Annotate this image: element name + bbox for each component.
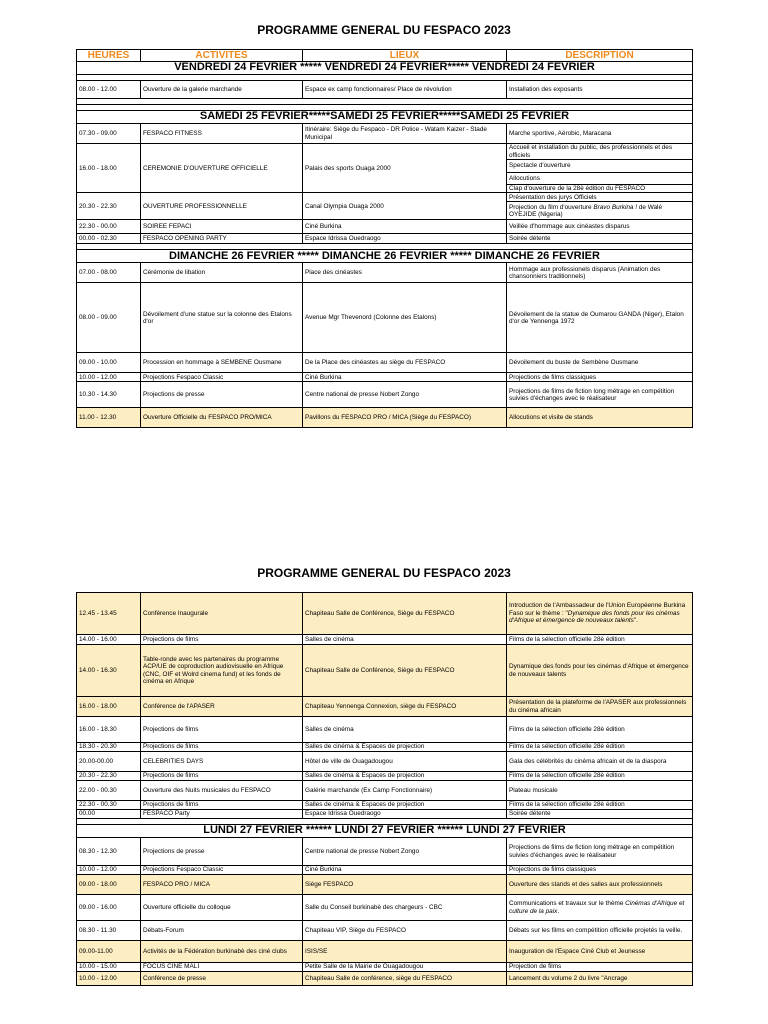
activity-cell: Dévoilement d'une statue sur la colonne des Etalons d'or — [141, 283, 303, 353]
table-row — [77, 963, 693, 972]
place-cell: Chapiteau Salle de Conférence, Siège du FESPACO — [303, 645, 507, 697]
description-cell: Inauguration de l'Espace Ciné Club et Jeunesse — [507, 941, 693, 963]
place-cell: Chapiteau Salle de Conférence, Siège du FESPACO — [303, 593, 507, 635]
time-cell: 14.00 - 16.00 — [77, 635, 141, 645]
table-row — [77, 124, 693, 144]
description-cell: Soirée détente — [507, 234, 693, 244]
place-cell: Espace ex camp fonctionnaires/ Place de révolution — [303, 81, 507, 99]
day-heading-friday — [77, 62, 693, 75]
table-row — [77, 382, 693, 408]
table-row — [77, 593, 693, 635]
day-heading: DIMANCHE 26 FEVRIER ***** DIMANCHE 26 FEVRIER ***** DIMANCHE 26 FEVRIER — [77, 250, 693, 263]
time-cell: 12.45 - 13.45 — [77, 593, 141, 635]
place-cell: De la Place des cinéastes au siège du FESPACO — [303, 353, 507, 373]
activity-cell: Projections de films — [141, 635, 303, 645]
description-cell: Dynamique des fonds pour les cinémas d'Afrique et émergence de nouveaux talents — [507, 645, 693, 697]
table-row — [77, 921, 693, 941]
table-row — [77, 144, 693, 160]
activity-cell: FESPACO Party — [141, 810, 303, 819]
activity-cell: Ouverture Officielle du FESPACO PRO/MICA — [141, 408, 303, 428]
table-row — [77, 645, 693, 697]
desc-text: Communications et travaux sur le thème — [509, 900, 626, 908]
page-title-2: PROGRAMME GENERAL DU FESPACO 2023 — [257, 566, 511, 580]
activity-cell: OUVERTURE PROFESSIONNELLE — [141, 193, 303, 220]
time-cell: 22.00 - 00.30 — [77, 781, 141, 801]
place-cell: Centre national de presse Nobert Zongo — [303, 382, 507, 408]
activity-cell: Conférence de l'APASER — [141, 697, 303, 717]
time-cell: 18.30 - 20.30 — [77, 743, 141, 752]
description-cell: Veillée d'hommage aux cinéastes disparus — [507, 220, 693, 234]
table-row — [77, 697, 693, 717]
activity-cell: Débats-Forum — [141, 921, 303, 941]
activity-cell: FESPACO FITNESS — [141, 124, 303, 144]
time-cell: 00.00 — [77, 810, 141, 819]
day-heading: VENDREDI 24 FEVRIER ***** VENDREDI 24 FEVRIER***** VENDREDI 24 FEVRIER — [77, 62, 693, 75]
table-row — [77, 193, 693, 202]
schedule-table-page1 — [76, 49, 693, 428]
activity-cell: Projections de presse — [141, 382, 303, 408]
time-cell: 11.00 - 12.30 — [77, 408, 141, 428]
table-row — [77, 283, 693, 353]
table-row — [77, 743, 693, 752]
table-row — [77, 234, 693, 244]
description-cell: Plateau musicale — [507, 781, 693, 801]
time-cell: 14.00 - 16.30 — [77, 645, 141, 697]
desc-italic-text: Bravo Burkina ! — [593, 203, 638, 211]
table-row — [77, 353, 693, 373]
time-cell: 08.00 - 12.00 — [77, 81, 141, 99]
description-cell: Accueil et installation du public, des professionnels et des officiels — [507, 144, 693, 160]
place-cell: Place des cinéastes — [303, 263, 507, 283]
time-cell: 20.00-00.00 — [77, 752, 141, 772]
place-cell: Chapiteau Salle de conférence, siège du FESPACO — [303, 972, 507, 986]
description-cell: Spectacle d'ouverture — [507, 160, 693, 173]
header-row — [77, 50, 693, 62]
table-row — [77, 635, 693, 645]
place-cell: Canal Olympia Ouaga 2000 — [303, 193, 507, 220]
table-row — [77, 895, 693, 921]
description-cell: Marche sportive, Aérobic, Maracana — [507, 124, 693, 144]
description-cell: Soirée détente — [507, 810, 693, 819]
description-cell: Projections de films classiques — [507, 373, 693, 382]
activity-cell: Projections de films — [141, 717, 303, 743]
activity-cell: Projections de films — [141, 772, 303, 781]
desc-text: de Walé OYEJIDE (Nigeria) — [509, 203, 663, 218]
time-cell: 09.00 - 16.00 — [77, 895, 141, 921]
table-row — [77, 972, 693, 986]
activity-cell: Activités de la Fédération burkinabè des ciné clubs — [141, 941, 303, 963]
place-cell: Hôtel de ville de Ouagadougou — [303, 752, 507, 772]
place-cell: Salle du Conseil burkinabè des chargeurs - CBC — [303, 895, 507, 921]
time-cell: 10.00 - 12.00 — [77, 373, 141, 382]
description-cell: Allocutions et visite de stands — [507, 408, 693, 428]
table-row — [77, 408, 693, 428]
table-row — [77, 810, 693, 819]
place-cell: Salles de cinéma — [303, 717, 507, 743]
day-heading: LUNDI 27 FEVRIER ****** LUNDI 27 FEVRIER ****** LUNDI 27 FEVRIER — [77, 825, 693, 838]
time-cell: 10.00 - 12.00 — [77, 866, 141, 875]
desc-text: Introduction de l'Ambassadeur de l'Union Européenne Burkina Faso sur le thème : " — [509, 602, 686, 617]
place-cell: Galérie marchande (Ex Camp Fonctionnaire) — [303, 781, 507, 801]
place-cell: Pavillons du FESPACO PRO / MICA (Siège du FESPACO) — [303, 408, 507, 428]
description-cell: Ouverture des stands et des salles aux professionnels — [507, 875, 693, 895]
time-cell: 20.30 - 22.30 — [77, 772, 141, 781]
place-cell: Salles de cinéma — [303, 635, 507, 645]
time-cell: 22.30 - 00.00 — [77, 220, 141, 234]
table-row — [77, 772, 693, 781]
day-heading-sunday — [77, 250, 693, 263]
table-row — [77, 752, 693, 772]
description-cell: Gala des célébrités du cinéma africain et de la diaspora — [507, 752, 693, 772]
activity-cell: Projections de films — [141, 743, 303, 752]
place-cell: Avenue Mgr Thevenord (Colonne des Etalons) — [303, 283, 507, 353]
desc-text: ". — [633, 617, 638, 625]
description-cell: Projection de films — [507, 963, 693, 972]
activity-cell: Ouverture des Nuits musicales du FESPACO — [141, 781, 303, 801]
header-activites: ACTIVITES — [141, 50, 303, 62]
activity-cell: Projections Fespaco Classic — [141, 373, 303, 382]
place-cell: Chapiteau Yennenga Connexion, siège du FESPACO — [303, 697, 507, 717]
place-cell: Ciné Burkina — [303, 866, 507, 875]
time-cell: 08.30 - 12.30 — [77, 838, 141, 866]
schedule-table-page2 — [76, 592, 693, 986]
time-cell: 08.30 - 11.30 — [77, 921, 141, 941]
day-heading: SAMEDI 25 FEVRIER*****SAMEDI 25 FEVRIER*****SAMEDI 25 FEVRIER — [77, 111, 693, 124]
place-cell: Ciné Burkina — [303, 220, 507, 234]
place-cell: Ciné Burkina — [303, 373, 507, 382]
activity-cell: CEREMONIE D'OUVERTURE OFFICIELLE — [141, 144, 303, 193]
activity-cell: Cérémonie de libation — [141, 263, 303, 283]
description-cell: Dévoilement de la statue de Oumarou GANDA (Niger), Etalon d'or de Yennenga 1972 — [507, 283, 693, 353]
description-cell — [507, 593, 693, 635]
desc-italic-text: Dynamique des fonds pour les cinémas d'Afrique et émergence de nouveaux talents — [509, 609, 680, 625]
activity-cell: Ouverture de la galerie marchande — [141, 81, 303, 99]
time-cell: 20.30 - 22.30 — [77, 193, 141, 220]
day-heading-monday — [77, 825, 693, 838]
description-cell: Films de la sélection officielle 28è édition — [507, 801, 693, 810]
description-cell: Débats sur les films en compétition officielle projetés la veille. — [507, 921, 693, 941]
time-cell: 16.00 - 18.30 — [77, 717, 141, 743]
desc-text: Projection du film d'ouverture — [509, 203, 594, 211]
header-description: DESCRIPTION — [507, 50, 693, 62]
place-cell: Salles de cinéma & Espaces de projection — [303, 743, 507, 752]
description-cell: Films de la sélection officielle 28è édition — [507, 743, 693, 752]
time-cell: 00.00 - 02.30 — [77, 234, 141, 244]
time-cell: 09.00-11.00 — [77, 941, 141, 963]
place-cell: Siège FESPACO — [303, 875, 507, 895]
description-cell — [507, 895, 693, 921]
table-row — [77, 866, 693, 875]
activity-cell: SOIREE FEPACI — [141, 220, 303, 234]
description-cell: Projections de films de fiction long métrage en compétition suivies d'échanges avec le réalisateur — [507, 382, 693, 408]
description-cell: Films de la sélection officielle 28è édition — [507, 635, 693, 645]
description-cell: Présentation des jurys Officiels — [507, 193, 693, 202]
activity-cell: FESPACO PRO / MICA — [141, 875, 303, 895]
description-cell: Clap d'ouverture de la 28è édition du FESPACO — [507, 185, 693, 193]
time-cell: 16.00 - 18.00 — [77, 144, 141, 193]
place-cell: Centre national de presse Nobert Zongo — [303, 838, 507, 866]
description-cell: Hommage aux professionels disparus (Animation des chansonniers traditionnels) — [507, 263, 693, 283]
activity-cell: Table-ronde avec les partenaires du programme ACP/UE de coproduction audiovisuelle en Afrique (CNC, OIF et Wolrd cinema fund) et les fonds de cinéma en Afrique — [141, 645, 303, 697]
table-row — [77, 220, 693, 234]
time-cell: 08.00 - 09.00 — [77, 283, 141, 353]
table-row — [77, 838, 693, 866]
place-cell: Itinéraire: Siège du Fespaco - DR Police - Watam Kaizer - Stade Municipal — [303, 124, 507, 144]
place-cell: Chapiteau VIP, Siège du FESPACO — [303, 921, 507, 941]
description-cell: Projections de films classiques — [507, 866, 693, 875]
activity-cell: Projections de films — [141, 801, 303, 810]
table-row — [77, 875, 693, 895]
activity-cell: Projections de presse — [141, 838, 303, 866]
activity-cell: Ouverture officielle du colloque — [141, 895, 303, 921]
time-cell: 10.30 - 14.30 — [77, 382, 141, 408]
day-heading-saturday — [77, 111, 693, 124]
time-cell: 09.00 - 10.00 — [77, 353, 141, 373]
header-heures: HEURES — [77, 50, 141, 62]
table-row — [77, 941, 693, 963]
description-cell: Lancement du volume 2 du livre "Ancrage — [507, 972, 693, 986]
table-row — [77, 81, 693, 99]
place-cell: Salles de cinéma & Espaces de projection — [303, 801, 507, 810]
activity-cell: FESPACO OPENING PARTY — [141, 234, 303, 244]
place-cell: Palais des sports Ouaga 2000 — [303, 144, 507, 193]
description-cell: Films de la sélection officielle 28è édition — [507, 717, 693, 743]
table-row — [77, 373, 693, 382]
time-cell: 10.00 - 15.00 — [77, 963, 141, 972]
description-cell: Installation des exposants — [507, 81, 693, 99]
table-row — [77, 263, 693, 283]
page-title: PROGRAMME GENERAL DU FESPACO 2023 — [257, 23, 511, 37]
time-cell: 10.00 - 12.00 — [77, 972, 141, 986]
place-cell: Salles de cinéma & Espaces de projection — [303, 772, 507, 781]
time-cell: 16.00 - 18.00 — [77, 697, 141, 717]
table-row — [77, 781, 693, 801]
description-cell: Présentation de la plateforme de l'APASER aux professionnels du cinéma africain — [507, 697, 693, 717]
activity-cell: Conférence de presse — [141, 972, 303, 986]
description-cell — [507, 202, 693, 220]
header-lieux: LIEUX — [303, 50, 507, 62]
table-row — [77, 717, 693, 743]
description-cell: Projections de films de fiction long métrage en compétition suivies d'échanges avec le réalisateur — [507, 838, 693, 866]
desc-italic-text: Cinémas d'Afrique et culture de la paix — [509, 900, 685, 915]
time-cell: 22.30 - 00.30 — [77, 801, 141, 810]
time-cell: 07.00 - 08.00 — [77, 263, 141, 283]
activity-cell: Conférence Inaugurale — [141, 593, 303, 635]
desc-text: . — [557, 907, 560, 915]
table-row — [77, 801, 693, 810]
description-cell: Dévoilement du buste de Sembène Ousmane — [507, 353, 693, 373]
place-cell: Espace Idrissa Ouedraogo — [303, 810, 507, 819]
place-cell: Petite Salle de la Mairie de Ouagadougou — [303, 963, 507, 972]
time-cell: 07.30 - 09.00 — [77, 124, 141, 144]
description-cell: Allocutions — [507, 173, 693, 185]
time-cell: 09.00 - 18.00 — [77, 875, 141, 895]
activity-cell: FOCUS CINE MALI — [141, 963, 303, 972]
activity-cell: Procession en hommage à SEMBENE Ousmane — [141, 353, 303, 373]
place-cell: Espace Idrissa Ouedraogo — [303, 234, 507, 244]
place-cell: ISIS/SE — [303, 941, 507, 963]
description-cell: Films de la sélection officielle 28è édition — [507, 772, 693, 781]
activity-cell: CELEBRITIES DAYS — [141, 752, 303, 772]
activity-cell: Projections Fespaco Classic — [141, 866, 303, 875]
